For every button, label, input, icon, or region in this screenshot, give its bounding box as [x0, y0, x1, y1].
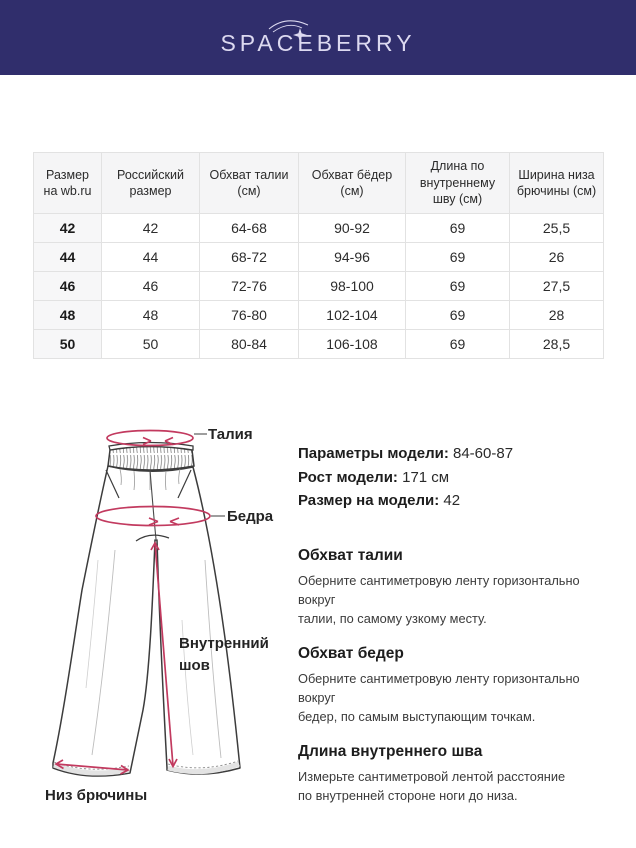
cell-inseam: 69: [406, 330, 510, 359]
model-size-row: [298, 489, 513, 513]
cell-hips: 94-96: [299, 243, 406, 272]
pants-sketch: [20, 410, 310, 810]
model-size-label: Размер на модели:: [298, 492, 440, 509]
cell-ru-size: 44: [102, 243, 200, 272]
instruction-hips: [298, 643, 618, 726]
instruction-text: Оберните сантиметровую ленту горизонтально вокруг: [298, 573, 580, 607]
hem-label: Низ брючины: [45, 787, 148, 804]
cell-inseam: 69: [406, 243, 510, 272]
instruction-text: бедер, по самым выступающим точкам.: [298, 709, 536, 724]
table-row: [34, 330, 604, 359]
model-info: [298, 442, 513, 513]
cell-ru-size: 48: [102, 301, 200, 330]
cell-hips: 102-104: [299, 301, 406, 330]
instruction-text: Оберните сантиметровую ленту горизонтально вокруг: [298, 671, 580, 705]
hips-label: Бедра: [227, 508, 274, 525]
cell-ru-size: 42: [102, 214, 200, 243]
instruction-inseam: [298, 741, 618, 805]
model-params-value: 84-60-87: [453, 445, 514, 462]
model-params-row: [298, 442, 513, 466]
model-height-value: 171 см: [402, 468, 450, 486]
table-row: [34, 243, 604, 272]
cell-hem-width: 26: [510, 243, 604, 272]
col-header-waist: Обхват талии (см): [200, 153, 299, 214]
instruction-title: Обхват талии: [298, 547, 403, 564]
instruction-title: Обхват бедер: [298, 645, 404, 662]
instruction-text: Измерьте сантиметровой лентой расстояние: [298, 769, 566, 784]
instruction-text: по внутренней стороне ноги до низа.: [298, 788, 518, 803]
cell-waist: 64-68: [200, 214, 299, 243]
table-row: [34, 214, 604, 243]
col-header-ru-size: Российский размер: [102, 153, 200, 214]
cell-wb-size: 46: [34, 272, 102, 301]
table-row: [34, 301, 604, 330]
cell-hips: 90-92: [299, 214, 406, 243]
cell-wb-size: 48: [34, 301, 102, 330]
cell-hips: 106-108: [299, 330, 406, 359]
table-row: [34, 272, 604, 301]
cell-inseam: 69: [406, 301, 510, 330]
cell-hem-width: 27,5: [510, 272, 604, 301]
model-size-value: 42: [443, 492, 461, 509]
measuring-instructions: [298, 545, 618, 820]
brand-logo: SPACEBERRY: [220, 30, 416, 56]
instruction-waist: [298, 545, 618, 628]
cell-wb-size: 50: [34, 330, 102, 359]
model-params-label: Параметры модели:: [298, 445, 449, 462]
inseam-label: Внутренний шов: [179, 635, 269, 674]
cell-hem-width: 28: [510, 301, 604, 330]
size-table-header-row: [34, 153, 604, 214]
cell-inseam: 69: [406, 214, 510, 243]
pants-measurement-diagram: [20, 410, 310, 810]
cell-waist: 76-80: [200, 301, 299, 330]
cell-inseam: 69: [406, 272, 510, 301]
cell-ru-size: 46: [102, 272, 200, 301]
cell-waist: 72-76: [200, 272, 299, 301]
cell-hips: 98-100: [299, 272, 406, 301]
model-height-label: Рост модели:: [298, 468, 398, 486]
cell-waist: 68-72: [200, 243, 299, 272]
cell-hem-width: 28,5: [510, 330, 604, 359]
instruction-title: Длина внутреннего шва: [298, 743, 483, 760]
col-header-inseam: Длина по внутреннему шву (см): [406, 153, 510, 214]
size-table: [33, 152, 604, 359]
brand-header: [0, 0, 636, 75]
model-height-row: [298, 466, 513, 490]
col-header-wb-size: Размер на wb.ru: [34, 153, 102, 214]
instruction-text: талии, по самому узкому месту.: [298, 611, 487, 626]
cell-waist: 80-84: [200, 330, 299, 359]
col-header-hem-width: Ширина низа брючины (см): [510, 153, 604, 214]
cell-wb-size: 44: [34, 243, 102, 272]
waist-label: Талия: [208, 426, 253, 443]
cell-hem-width: 25,5: [510, 214, 604, 243]
col-header-hips: Обхват бёдер (см): [299, 153, 406, 214]
cell-ru-size: 50: [102, 330, 200, 359]
cell-wb-size: 42: [34, 214, 102, 243]
